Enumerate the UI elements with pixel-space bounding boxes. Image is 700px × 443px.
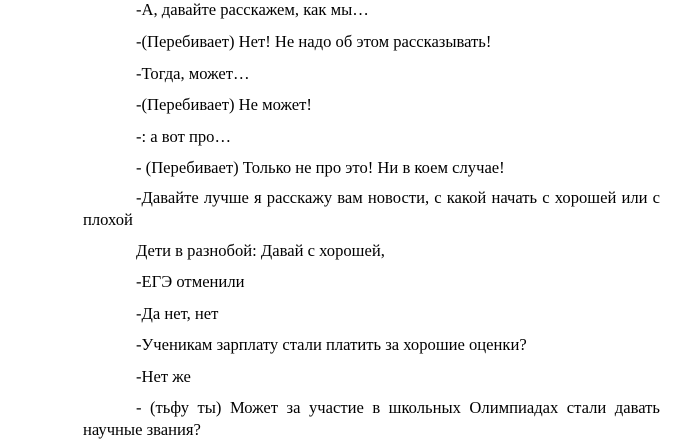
paragraph-10: -Да нет, нет — [136, 304, 219, 323]
paragraph-12: -Нет же — [136, 367, 191, 386]
paragraph-9: -ЕГЭ отменили — [136, 272, 245, 291]
paragraph-4: -(Перебивает) Не может! — [136, 95, 312, 114]
paragraph-1: -А, давайте расскажем, как мы… — [136, 0, 369, 19]
paragraph-6: - (Перебивает) Только не про это! Ни в коем случае! — [136, 158, 505, 177]
paragraph-11: -Ученикам зарплату стали платить за хорошие оценки? — [136, 335, 527, 354]
paragraph-3: -Тогда, может… — [136, 64, 250, 83]
paragraph-8: Дети в разнобой: Давай с хорошей, — [136, 241, 385, 260]
paragraph-5: -: а вот про… — [136, 127, 232, 146]
paragraph-13: - (тьфу ты) Может за участие в школьных Олимпиадах стали давать научные звания? — [83, 398, 660, 439]
paragraph-7: -Давайте лучше я расскажу вам новости, с какой начать с хорошей или с плохой — [83, 188, 660, 229]
paragraph-2: -(Перебивает) Нет! Не надо об этом рассказывать! — [136, 32, 492, 51]
